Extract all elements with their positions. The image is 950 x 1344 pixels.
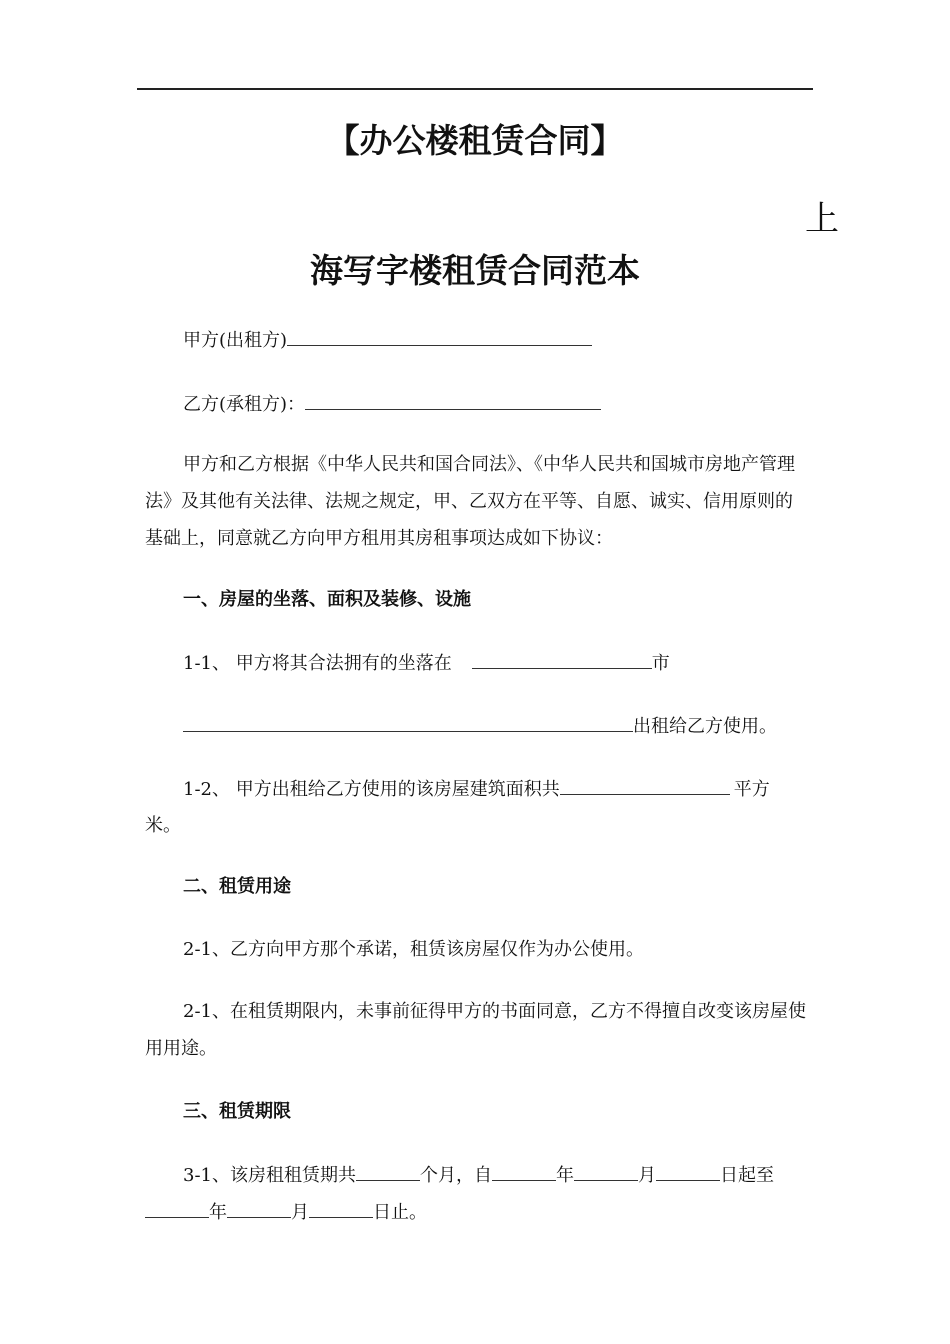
- year-label: 年: [556, 1165, 574, 1186]
- city-suffix: 市: [651, 653, 670, 674]
- lessee-line: [183, 391, 601, 417]
- title-side-char: 上: [805, 199, 839, 239]
- clause-1-1-text: 1-1、 甲方将其合法拥有的坐落在: [183, 653, 452, 674]
- clause-3-1: [183, 1162, 774, 1188]
- start-year-blank: [492, 1162, 556, 1181]
- clause-1-2: [183, 776, 770, 802]
- clause-2-1: 2-1、乙方向甲方那个承诺，租赁该房屋仅作为办公使用。: [183, 939, 644, 960]
- clause-2-2: 2-1、在租赁期限内，未事前征得甲方的书面同意，乙方不得擅自改变该房屋使用用途。: [145, 1001, 806, 1059]
- end-year-blank: [145, 1199, 209, 1218]
- document-subtitle: 海写字楼租赁合同范本: [310, 251, 640, 290]
- clause-3-1-cont: [145, 1199, 427, 1225]
- lessee-blank: [305, 391, 601, 410]
- start-day-blank: [656, 1162, 720, 1181]
- section-2-heading: 二、租赁用途: [183, 876, 291, 897]
- header-rule: [137, 88, 813, 90]
- document-title: 【办公楼租赁合同】: [326, 121, 624, 160]
- address-blank: [183, 713, 633, 732]
- section-1-heading: 一、房屋的坐落、面积及装修、设施: [183, 589, 471, 610]
- area-blank: [560, 776, 730, 795]
- clause-1-2-cont: 米。: [145, 815, 181, 836]
- clause-3-1-text: 3-1、该房租租赁期共: [183, 1165, 356, 1186]
- area-unit: 平方: [733, 779, 770, 800]
- end-month-label: 月: [291, 1202, 309, 1223]
- city-blank: [472, 650, 652, 669]
- months-label: 个月，自: [420, 1165, 492, 1186]
- end-month-blank: [227, 1199, 291, 1218]
- end-label: 日止。: [373, 1202, 427, 1223]
- clause-1-1: [183, 650, 670, 676]
- clause-1-1-tail: 出租给乙方使用。: [633, 716, 777, 737]
- lessor-blank: [287, 327, 592, 346]
- clause-1-1-cont: [183, 713, 777, 739]
- end-year-label: 年: [209, 1202, 227, 1223]
- month-label: 月: [638, 1165, 656, 1186]
- months-blank: [356, 1162, 420, 1181]
- lessor-line: [183, 327, 592, 353]
- from-label: 日起至: [720, 1165, 774, 1186]
- lessee-label: 乙方(承租方)：: [183, 394, 306, 415]
- intro-paragraph: 甲方和乙方根据《中华人民共和国合同法》、《中华人民共和国城市房地产管理法》及其他有关法律、法规之规定，甲、乙双方在平等、自愿、诚实、信用原则的基础上，同意就乙方向甲方租用其房租事项达成如下协议：: [145, 454, 795, 549]
- clause-1-2-text: 1-2、 甲方出租给乙方使用的该房屋建筑面积共: [183, 779, 560, 800]
- section-3-heading: 三、租赁期限: [183, 1101, 291, 1122]
- end-day-blank: [309, 1199, 373, 1218]
- start-month-blank: [574, 1162, 638, 1181]
- lessor-label: 甲方(出租方): [183, 330, 288, 351]
